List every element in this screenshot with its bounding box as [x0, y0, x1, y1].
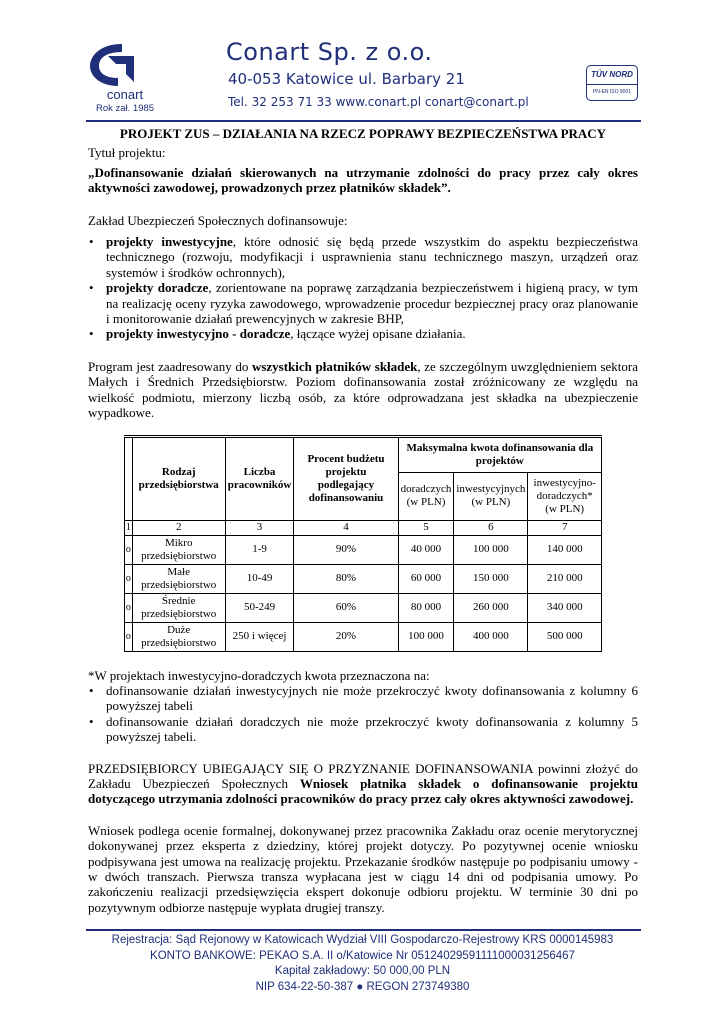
- bullet-term: projekty inwestycyjne: [106, 234, 233, 250]
- footer-divider: [86, 929, 641, 931]
- bullet-term: projekty doradcze: [106, 280, 209, 296]
- list-item: [88, 714, 638, 745]
- list-item: [88, 280, 638, 326]
- procedure-paragraph: Wniosek podlega ocenie formalnej, dokonywanej przez pracownika Zakładu oraz ocenie merytorycznej dokonywanej przez eksperta z dziedziny, której projekt dotyczy. Po pozytywnej ocenie wniosku podpisywana jest umowa na realizację projektu. Przekazanie środków następuje po podpisaniu umowy - w dwóch transzach. Pierwsza transza wypłacana jest w ciągu 14 dni od podpisania umowy. Po zakończeniu realizacji przedsięwzięcia ekspert dokonuje odbioru projektu. W terminie 30 dni po pozytywnym odbiorze następuje wypłata drugiej transzy.: [88, 822, 638, 915]
- bullet-text: dofinansowanie działań inwestycyjnych nie może przekroczyć kwoty dofinansowania z kolumny 6 powyższej tabeli: [106, 682, 638, 714]
- footer-bank-account: KONTO BANKOWE: PEKAO S.A. II o/Katowice Nr 05124029591111000031256467: [150, 949, 575, 962]
- tuv-certificate-badge: [586, 65, 638, 101]
- table-header-blank: [125, 436, 133, 520]
- bullet-term: projekty inwestycyjno - doradcze: [106, 326, 291, 342]
- table-column-numbers: 1 2 3 4 5 6 7: [125, 520, 602, 535]
- bullet-text: , zorientowane na poprawę zarządzania bezpieczeństwem i higieną pracy, w tym na realizację oceny ryzyka zawodowego, wprowadzenie procedur bezpiecznej pracy oraz planowanie i monitorowanie działań prewencyjnych w zakresie BHP,: [106, 280, 638, 327]
- table-row: o Duże przedsiębiorstwo 250 i więcej 20% 100 000 400 000 500 000: [125, 622, 602, 651]
- bullet-icon: •: [89, 682, 94, 698]
- company-address: 40-053 Katowice ul. Barbary 21: [228, 70, 465, 88]
- company-contact: Tel. 32 253 71 33 www.conart.pl conart@conart.pl: [228, 95, 529, 109]
- header-divider: [86, 120, 641, 122]
- company-name: Conart Sp. z o.o.: [226, 38, 433, 66]
- bullet-icon: •: [89, 326, 94, 342]
- footer: [60, 933, 665, 995]
- project-label: Tytuł projektu:: [88, 145, 166, 161]
- logo-wordmark: conart: [106, 87, 144, 102]
- project-title: „Dofinansowanie działań skierowanych na utrzymanie zdolności do pracy przez cały okres aktywności zawodowej, prowadzonych przez płatników składek”.: [88, 164, 638, 196]
- table-header-type: Rodzaj przedsiębiorstwa: [132, 436, 225, 520]
- funding-types-list: [88, 234, 638, 342]
- list-item: [88, 683, 638, 714]
- list-item: [88, 234, 638, 280]
- application-paragraph: PRZEDSIĘBIORCY UBIEGAJĄCY SIĘ O PRZYZNANIE DOFINANSOWANIA powinni złożyć do Zakładu Ubezpieczeń Społecznych Wniosek płatnika składek o dofinansowanie projektu dotyczącego utrzymania zdolności pracowników do pracy przez cały okres aktywności zawodowej.: [88, 760, 638, 807]
- bullet-icon: •: [89, 713, 94, 729]
- note-list: [88, 683, 638, 745]
- bullet-text: dofinansowanie działań doradczych nie może przekroczyć kwoty dofinansowania z kolumny 5 powyższej tabeli.: [106, 713, 638, 745]
- table-header-mixed: inwestycyjno-doradczych* (w PLN): [528, 472, 602, 520]
- table-header-advisory: doradczych (w PLN): [398, 472, 454, 520]
- document-title: PROJEKT ZUS – DZIAŁANIA NA RZECZ POPRAWY BEZPIECZEŃSTWA PRACY: [119, 126, 607, 141]
- cert-issuer: TÜV NORD: [587, 66, 637, 85]
- table-row: o Mikro przedsiębiorstwo 1-9 90% 40 000 100 000 140 000: [125, 535, 602, 564]
- program-paragraph: Program jest zaadresowany do wszystkich płatników składek, ze szczególnym uwzględnieniem sektora Małych i Średnich Przedsiębiorstw. Poziom dofinansowania został zróżnicowany ze względu na wielkość podmiotu, mierzony liczbą osób, za które odprowadzana jest składka na ubezpieczenie wypadkowe.: [88, 358, 638, 421]
- zus-intro: Zakład Ubezpieczeń Społecznych dofinansowuje:: [88, 212, 348, 228]
- table-row: o Małe przedsiębiorstwo 10-49 80% 60 000 150 000 210 000: [125, 564, 602, 593]
- note-intro: *W projektach inwestycyjno-doradczych kwota przeznaczona na:: [88, 667, 430, 683]
- cert-standard: PN-EN ISO 9001: [592, 89, 632, 95]
- table-header-investment: inwestycyjnych (w PLN): [454, 472, 528, 520]
- bullet-text: , które odnosić się będą przede wszystkim do aspektu bezpieczeństwa technicznego (rozwoju, modyfikacji i usprawnienia stanu technicznego maszyn, urządzeń oraz systemów i środków ochronnych),: [106, 234, 638, 280]
- table-header-percent: Procent budżetu projektu podlegający dofinansowaniu: [294, 436, 398, 520]
- footer-registration: Rejestracja: Sąd Rejonowy w Katowicach Wydział VIII Gospodarczo-Rejestrowy KRS 0000145983: [111, 934, 614, 946]
- footer-capital: Kapitał zakładowy: 50 000,00 PLN: [274, 965, 451, 977]
- table-header-max: Maksymalna kwota dofinansowania dla projektów: [398, 436, 601, 472]
- bullet-text: , łączące wyżej opisane działania.: [290, 326, 466, 342]
- document-body: [88, 126, 638, 915]
- table-row: o Średnie przedsiębiorstwo 50-249 60% 80 000 260 000 340 000: [125, 593, 602, 622]
- logo-swoosh-icon: [82, 40, 152, 90]
- footer-tax-ids: NIP 634-22-50-387 ● REGON 273749380: [255, 980, 470, 993]
- logo-founded-year: Rok zał. 1985: [95, 103, 155, 114]
- bullet-icon: •: [89, 280, 94, 296]
- bullet-icon: •: [89, 234, 94, 250]
- list-item: [88, 326, 638, 341]
- funding-table: [124, 435, 602, 652]
- table-header-employees: Liczba pracowników: [225, 436, 294, 520]
